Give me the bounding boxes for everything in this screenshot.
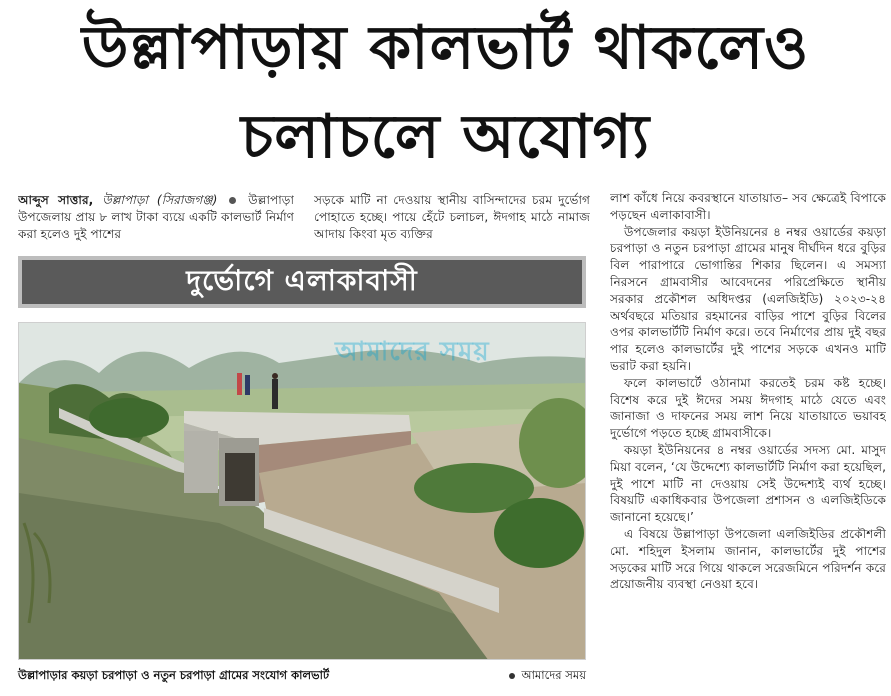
news-photo	[18, 322, 586, 660]
article-column-2	[314, 192, 590, 244]
watermark: আমাদের সময়	[335, 337, 490, 367]
banner-inner	[22, 260, 582, 304]
column-3-paragraph-3: ফলে কালভার্টে ওঠানামা করতেই চরম কষ্ট হচ্ছে। বিশেষ করে দুই ঈদের সময় ঈদগাহ মাঠে যেতে এবং জানাজা ও দাফনের সময় লাশ নিয়ে যাতায়াতে ভয়াবহ দুর্ভোগে পড়তে হচ্ছে গ্রামবাসীকে।	[610, 375, 886, 441]
headline-line-1: উল্লাপাড়ায় কালভার্ট থাকলেও	[81, 13, 810, 83]
subheading-banner	[18, 256, 586, 308]
photo-credit-text: আমাদের সময়	[521, 668, 586, 682]
bullet-icon	[229, 197, 236, 204]
column-1-text: উল্লাপাড়া উপজেলায় প্রায় ৮ লাখ টাকা ব্যয়ে একটি কালভার্ট নির্মাণ করা হলেও দুই পাশের	[18, 193, 294, 241]
bullet-icon	[509, 673, 515, 679]
photo-credit	[506, 664, 586, 686]
column-3-paragraph-4: কয়ড়া ইউনিয়নের ৪ নম্বর ওয়ার্ডের সদস্য মো. মাসুদ মিয়া বলেন, ‘যে উদ্দেশ্যে কালভার্টটি নির্মাণ করা হয়েছিল, দুই পাশে মাটি না দেওয়ায় সেই উদ্দেশ্যই ব্যর্থ হচ্ছে। বিষয়টি একাধিকবার উপজেলা প্রশাসন ও এলজিইডিকে জানানো হয়েছে।’	[610, 442, 886, 525]
banner-text: দুর্ভোগে এলাকাবাসী	[186, 263, 418, 297]
photo-caption-text: উল্লাপাড়ার কয়ড়া চরপাড়া ও নতুন চরপাড়া গ্রামের সংযোগ কালভার্ট	[18, 668, 330, 682]
column-3-paragraph-2: উপজেলার কয়ড়া ইউনিয়নের ৪ নম্বর ওয়ার্ডের কয়ড়া চরপাড়া ও নতুন চরপাড়া গ্রামের মানুষ দীর্ঘদিন ধরে বুড়ির বিল পারাপারে ভোগান্তির শিকার ছিলেন। এ সমস্যা নিরসনে গ্রামবাসীর আবেদনের পরিপ্রেক্ষিতে স্থানীয় সরকার প্রকৌশল অধিদপ্তর (এলজিইডি) ২০২৩-২৪ অর্থবছরে মতিয়ার রহমানের বাড়ির পাশে বুড়ির বিলের ওপর কালভার্টটি নির্মাণ করে। তবে নির্মাণের প্রায় দুই বছর পার হলেও কালভার্টের দুই পাশের সড়কে এখনও মাটি ভরাট করা হয়নি।	[610, 224, 886, 373]
culvert-photo-illustration	[19, 323, 586, 660]
column-3-paragraph-5: এ বিষয়ে উল্লাপাড়া উপজেলা এলজিইডির প্রকৌশলী মো. শহিদুল ইসলাম জানান, কালভার্টের দুই পাশের সড়কের মাটি সরে গিয়ে থাকলে সরেজমিনে পরিদর্শন করে প্রয়োজনীয় ব্যবস্থা নেওয়া হবে।	[610, 526, 886, 592]
article-column-3	[610, 190, 886, 690]
byline-name: আব্দুস সাত্তার,	[18, 193, 94, 207]
headline-line-2: চলাচলে অযোগ্য	[240, 102, 651, 172]
article-column-1	[18, 192, 294, 244]
photo-caption	[18, 664, 586, 686]
byline-location: উল্লাপাড়া (সিরাজগঞ্জ)	[102, 193, 218, 207]
headline	[0, 4, 891, 182]
column-2-text: সড়কে মাটি না দেওয়ায় স্থানীয় বাসিন্দাদের চরম দুর্ভোগ পোহাতে হচ্ছে। পায়ে হেঁটে চলাচল, ঈদগাহ মাঠে নামাজ আদায় কিংবা মৃত ব্যক্তির	[314, 193, 590, 241]
column-3-paragraph-1: লাশ কাঁধে নিয়ে কবরস্থানে যাতায়াত– সব ক্ষেত্রেই বিপাকে পড়ছেন এলাকাবাসী।	[610, 191, 886, 222]
